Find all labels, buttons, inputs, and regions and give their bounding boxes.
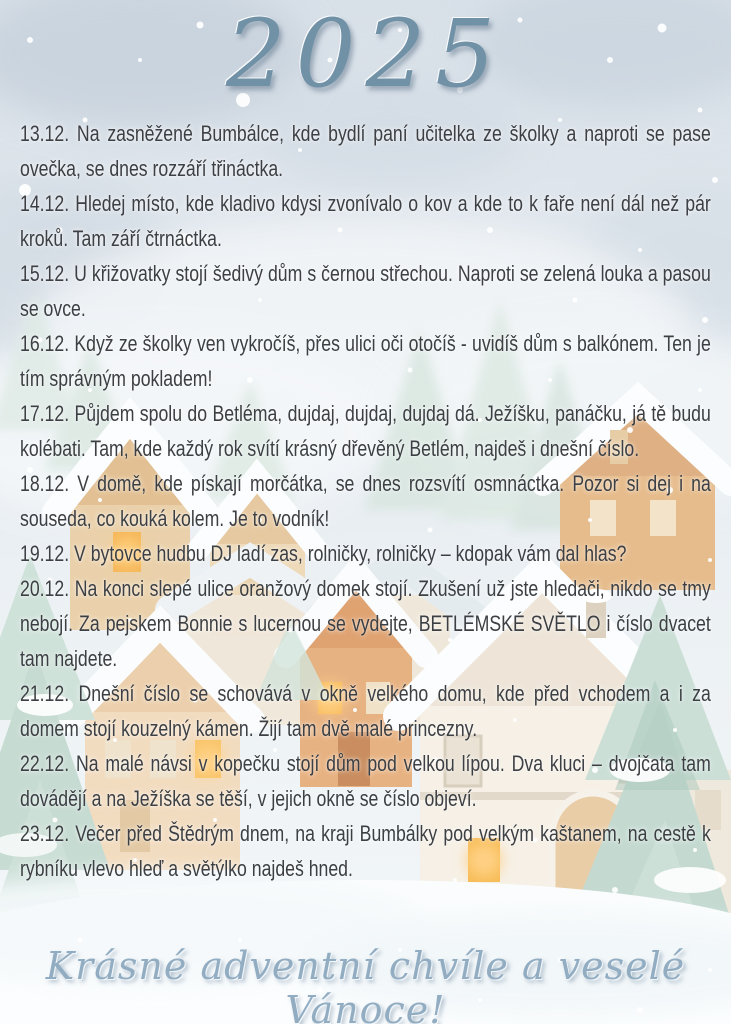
- entry-text: Půjdem spolu do Betléma, dujdaj, dujdaj, dujdaj dá. Ježíšku, panáčku, já tě budu kolébati. Tam, kde každý rok svítí krásný dřevěný Betlém, najdeš i dnešní číslo.: [20, 401, 711, 461]
- advent-entry-18-12: [20, 466, 711, 536]
- advent-entry-15-12: [20, 256, 711, 326]
- entry-text: Večer před Štědrým dnem, na kraji Bumbálky pod velkým kaštanem, na cestě k rybníku vlevo hleď a světýlko najdeš hned.: [20, 821, 711, 881]
- entry-date: 23.12.: [20, 821, 70, 846]
- advent-entry-14-12: [20, 186, 711, 256]
- advent-entry-21-12: [20, 676, 711, 746]
- advent-entry-13-12: [20, 116, 711, 186]
- advent-entry-22-12: [20, 746, 711, 816]
- entry-date: 15.12.: [20, 261, 70, 286]
- entry-text: V domě, kde pískají morčátka, se dnes rozsvítí osmnáctka. Pozor si dej i na souseda, co kouká kolem. Je to vodník!: [20, 471, 711, 531]
- advent-entries: [20, 116, 711, 886]
- advent-entry-23-12: [20, 816, 711, 886]
- entry-date: 18.12.: [20, 471, 70, 496]
- greeting-text: Krásné adventní chvíle a veselé Vánoce!: [45, 944, 686, 1024]
- entry-date: 14.12.: [20, 191, 70, 216]
- entry-date: 19.12.: [20, 541, 70, 566]
- entry-text: Když ze školky ven vykročíš, přes ulici oči otočíš - uvidíš dům s balkónem. Ten je tím správným pokladem!: [20, 331, 711, 391]
- entry-text: Hledej místo, kde kladivo kdysi zvonívalo o kov a kde to k faře není dál než pár kroků. Tam září čtrnáctka.: [20, 191, 711, 251]
- entry-date: 16.12.: [20, 331, 70, 356]
- entry-text: Na malé návsi v kopečku stojí dům pod velkou lípou. Dva kluci – dvojčata tam dovádějí a na Ježíška se těší, v jejich okně se číslo objeví.: [20, 751, 711, 811]
- entry-text: Na konci slepé ulice oranžový domek stojí. Zkušení už jste hledači, nikdo se tmy nebojí. Za pejskem Bonnie s lucernou se vydejte, BETLÉMSKÉ SVĚTLO i číslo dvacet tam najdete.: [20, 576, 711, 671]
- entry-date: 20.12.: [20, 576, 70, 601]
- entry-text: Na zasněžené Bumbálce, kde bydlí paní učitelka ze školky a naproti se pase ovečka, se dnes rozzáří třináctka.: [20, 121, 711, 181]
- advent-entry-17-12: [20, 396, 711, 466]
- advent-entry-16-12: [20, 326, 711, 396]
- entry-text: U křižovatky stojí šedivý dům s černou střechou. Naproti se zelená louka a pasou se ovce.: [20, 261, 711, 321]
- entry-date: 17.12.: [20, 401, 70, 426]
- entry-text: V bytovce hudbu DJ ladí zas, rolničky, rolničky – kdopak vám dal hlas?: [74, 541, 627, 566]
- entry-text: Dnešní číslo se schovává v okně velkého domu, kde před vchodem a i za domem stojí kouzelný kámen. Žijí tam dvě malé princezny.: [20, 681, 711, 741]
- year-title: 2025: [225, 0, 506, 109]
- entry-date: 21.12.: [20, 681, 70, 706]
- entry-date: 22.12.: [20, 751, 70, 776]
- entry-date: 13.12.: [20, 121, 70, 146]
- advent-entry-19-12: [20, 536, 711, 571]
- advent-entry-20-12: [20, 571, 711, 676]
